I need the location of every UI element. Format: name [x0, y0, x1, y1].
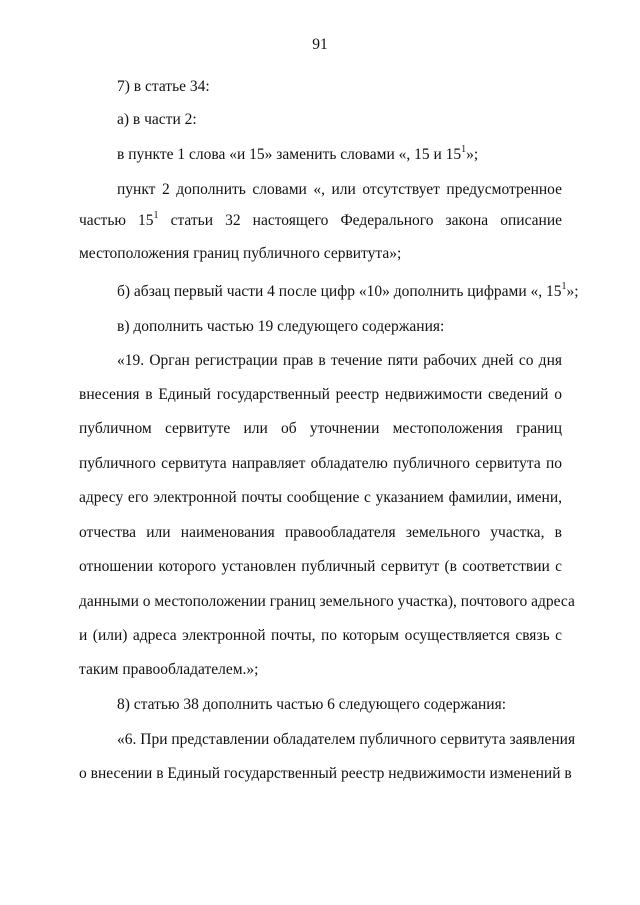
quote-19-line-10: таким правообладателем.»;	[79, 661, 259, 678]
quote-19-line-1: «19. Орган регистрации прав в течение пяти рабочих дней со дня	[117, 352, 562, 369]
quote-19-line-4: публичного сервитута направляет обладателю публичного сервитута по	[79, 455, 562, 472]
paragraph-point-2-line-3: местоположения границ публичного сервитута»;	[79, 245, 402, 262]
item-7-heading: 7) в статье 34:	[117, 78, 210, 95]
page-number: 91	[312, 36, 328, 53]
subitem-b: б) абзац первый части 4 после цифр «10» дополнить цифрами «, $15^1$»;	[117, 280, 579, 300]
quote-6-line-2: о внесении в Единый государственный реестр недвижимости изменений в	[79, 765, 572, 782]
subitem-v: в) дополнить частью 19 следующего содержания:	[117, 318, 445, 335]
quote-19-line-3: публичном сервитуте или об уточнении местоположения границ	[79, 420, 562, 437]
paragraph-point-1: в пункте 1 слова «и 15» заменить словами «, 15 и $15^1$»;	[117, 143, 479, 163]
quote-19-line-2: внесения в Единый государственный реестр недвижимости сведений о	[79, 386, 562, 403]
subitem-a-heading: а) в части 2:	[117, 111, 197, 128]
quote-19-line-8: данными о местоположении границ земельного участка), почтового адреса	[79, 593, 575, 610]
quote-19-line-9: и (или) адреса электронной почты, по которым осуществляется связь с	[79, 627, 562, 644]
paragraph-point-2-line-1: пункт 2 дополнить словами «, или отсутствует предусмотренное	[117, 181, 562, 198]
quote-19-line-5: адресу его электронной почты сообщение с указанием фамилии, имени,	[79, 489, 562, 506]
quote-19-line-6: отчества или наименования правообладателя земельного участка, в	[79, 524, 562, 541]
paragraph-point-2-line-2: частью $15^1$ статьи 32 настоящего Федерального закона описание	[79, 209, 562, 229]
quote-6-line-1: «6. При представлении обладателем публичного сервитута заявления	[117, 731, 576, 748]
item-8-heading: 8) статью 38 дополнить частью 6 следующего содержания:	[117, 696, 507, 713]
quote-19-line-7: отношении которого установлен публичный сервитут (в соответствии с	[79, 558, 562, 575]
